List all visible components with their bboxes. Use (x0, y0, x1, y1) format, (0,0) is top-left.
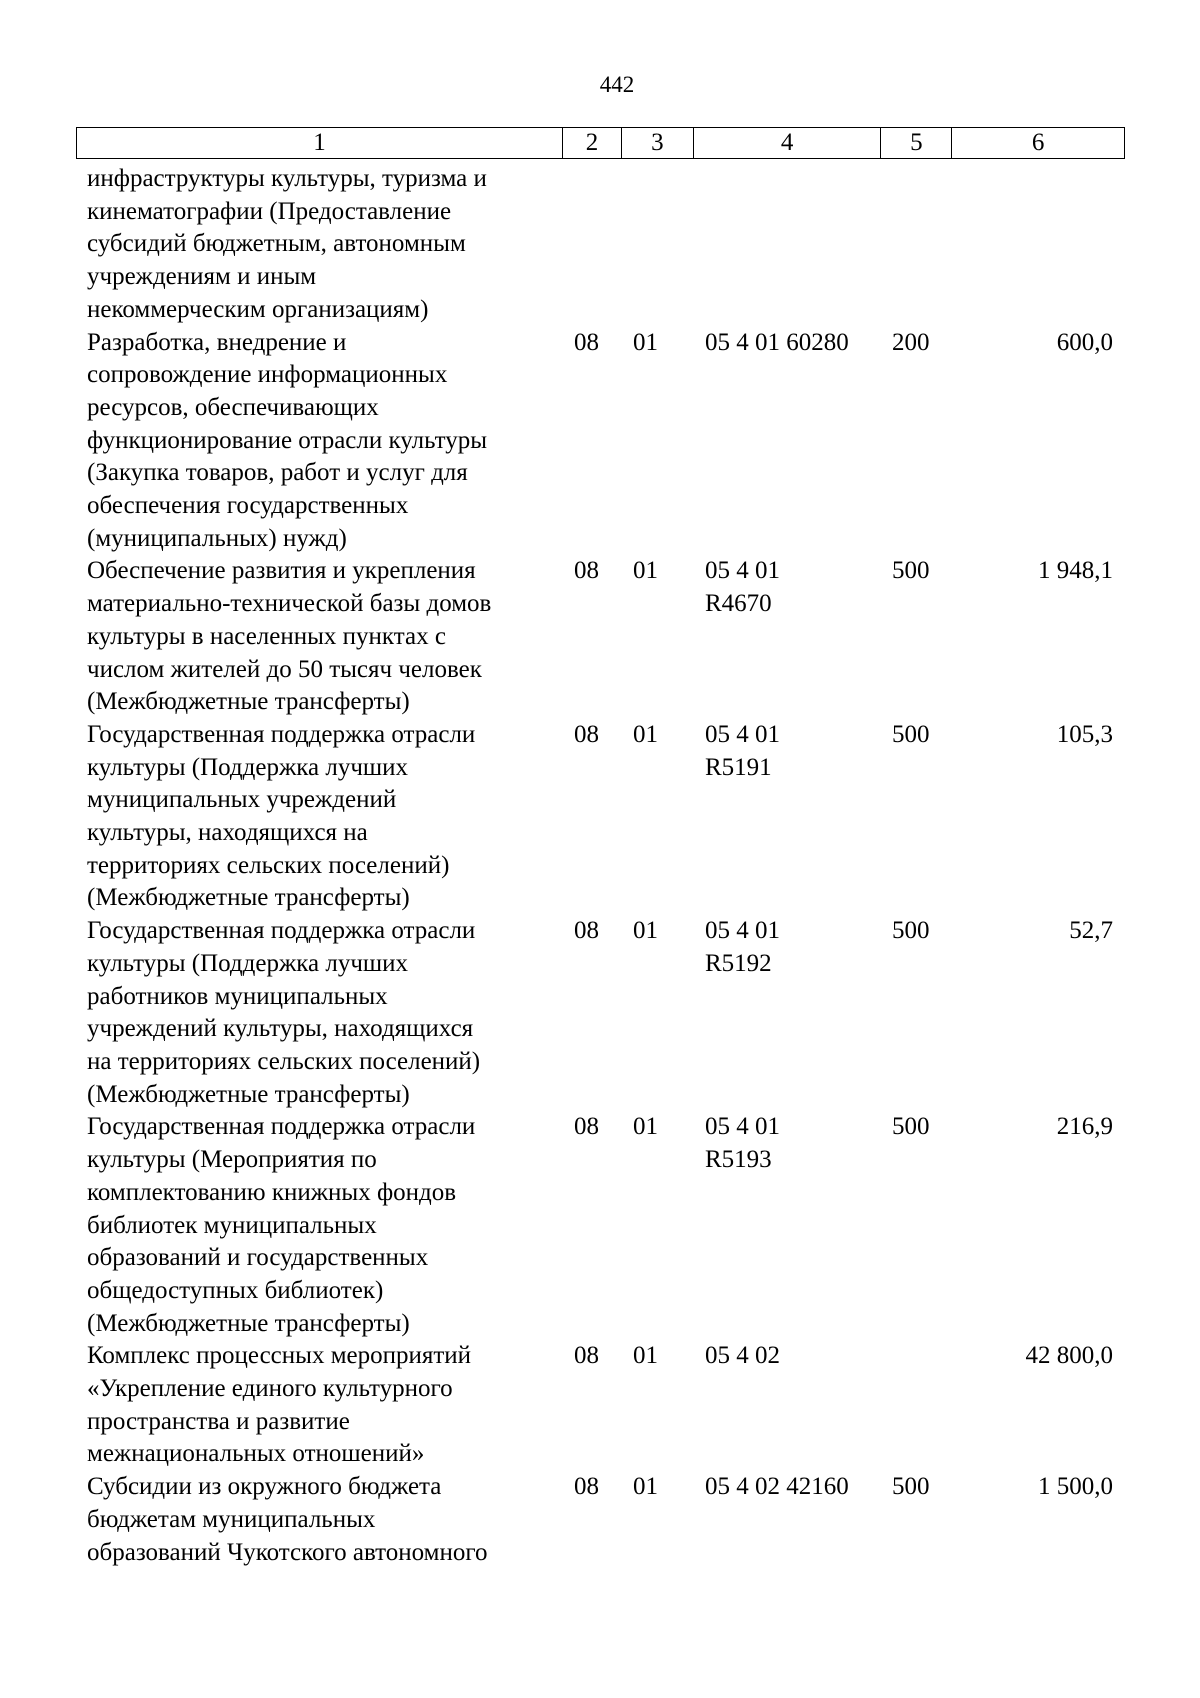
row-amount: 600,0 (1056, 328, 1113, 356)
row-subsection: 01 (633, 917, 658, 945)
row-section: 08 (574, 1342, 599, 1370)
row-subsection: 01 (633, 1113, 658, 1141)
row-subsection: 01 (633, 1342, 658, 1370)
row-subsection: 01 (633, 328, 658, 356)
row-expense-type: 500 (892, 720, 930, 748)
header-col-6: 6 (951, 128, 1124, 158)
header-col-3: 3 (621, 128, 693, 158)
row-name: Разработка, внедрение и сопровождение информационных ресурсов, обеспечивающих функционирование отрасли культуры (Закупка товаров, работ и услуг для обеспечения государственных (муниципальных) нужд) (87, 328, 487, 552)
row-amount: 42 800,0 (1025, 1342, 1113, 1370)
table-row (76, 1340, 1125, 1471)
row-target-code: 05 4 01 R5191 (705, 720, 780, 781)
row-expense-type: 500 (892, 917, 930, 945)
table-row (76, 719, 1125, 915)
row-amount: 105,3 (1056, 720, 1113, 748)
row-amount: 52,7 (1069, 917, 1113, 945)
row-section: 08 (574, 1113, 599, 1141)
row-section: 08 (574, 1473, 599, 1501)
table-row (76, 1111, 1125, 1340)
row-amount: 216,9 (1056, 1113, 1113, 1141)
row-name: Комплекс процессных мероприятий «Укрепление единого культурного пространства и развитие межнациональных отношений» (87, 1342, 472, 1468)
row-target-code: 05 4 02 42160 (705, 1473, 849, 1501)
row-expense-type: 200 (892, 328, 930, 356)
row-name: Обеспечение развития и укрепления материально-технической базы домов культуры в населенных пунктах с числом жителей до 50 тысяч человек (Межбюджетные трансферты) (87, 557, 492, 716)
table-row (76, 915, 1125, 1111)
table-row (76, 555, 1125, 719)
row-target-code: 05 4 01 R5192 (705, 917, 780, 977)
row-target-code: 05 4 02 (705, 1342, 780, 1370)
row-name: инфраструктуры культуры, туризма и кинематографии (Предоставление субсидий бюджетным, автономным учреждениям и иным некоммерческим организациям) (87, 165, 487, 323)
row-section: 08 (574, 720, 599, 748)
row-target-code: 05 4 01 60280 (705, 328, 849, 356)
header-col-5: 5 (880, 128, 951, 158)
page-number: 442 (599, 72, 635, 97)
row-name: Государственная поддержка отрасли культуры (Поддержка лучших работников муниципальных учреждений культуры, находящихся на территориях сельских поселений) (Межбюджетные трансферты) (87, 917, 481, 1108)
row-name: Субсидии из окружного бюджета бюджетам муниципальных образований Чукотского автономного (87, 1473, 488, 1566)
row-subsection: 01 (633, 557, 658, 585)
table-header (76, 127, 1125, 159)
header-col-4: 4 (693, 128, 881, 158)
row-target-code: 05 4 01 R4670 (705, 557, 780, 618)
table-body (76, 163, 1125, 1569)
row-expense-type: 500 (892, 557, 930, 585)
row-amount: 1 948,1 (1038, 557, 1113, 585)
row-expense-type: 500 (892, 1113, 930, 1141)
row-name: Государственная поддержка отрасли культуры (Поддержка лучших муниципальных учреждений культуры, находящихся на территориях сельских поселений) (Межбюджетные трансферты) (87, 720, 476, 912)
table-row (76, 1471, 1125, 1569)
row-subsection: 01 (633, 1473, 658, 1501)
header-col-2: 2 (562, 128, 621, 158)
table-row (76, 163, 1125, 327)
row-subsection: 01 (633, 720, 658, 748)
row-name: Государственная поддержка отрасли культуры (Мероприятия по комплектованию книжных фондов библиотек муниципальных образований и государственных общедоступных библиотек) (Межбюджетные трансферты) (87, 1113, 476, 1337)
row-section: 08 (574, 328, 599, 356)
header-col-1: 1 (313, 129, 326, 156)
row-target-code: 05 4 01 R5193 (705, 1113, 780, 1174)
row-expense-type: 500 (892, 1473, 930, 1501)
row-amount: 1 500,0 (1038, 1473, 1113, 1501)
table-row (76, 327, 1125, 556)
row-section: 08 (574, 557, 599, 585)
row-section: 08 (574, 917, 599, 945)
